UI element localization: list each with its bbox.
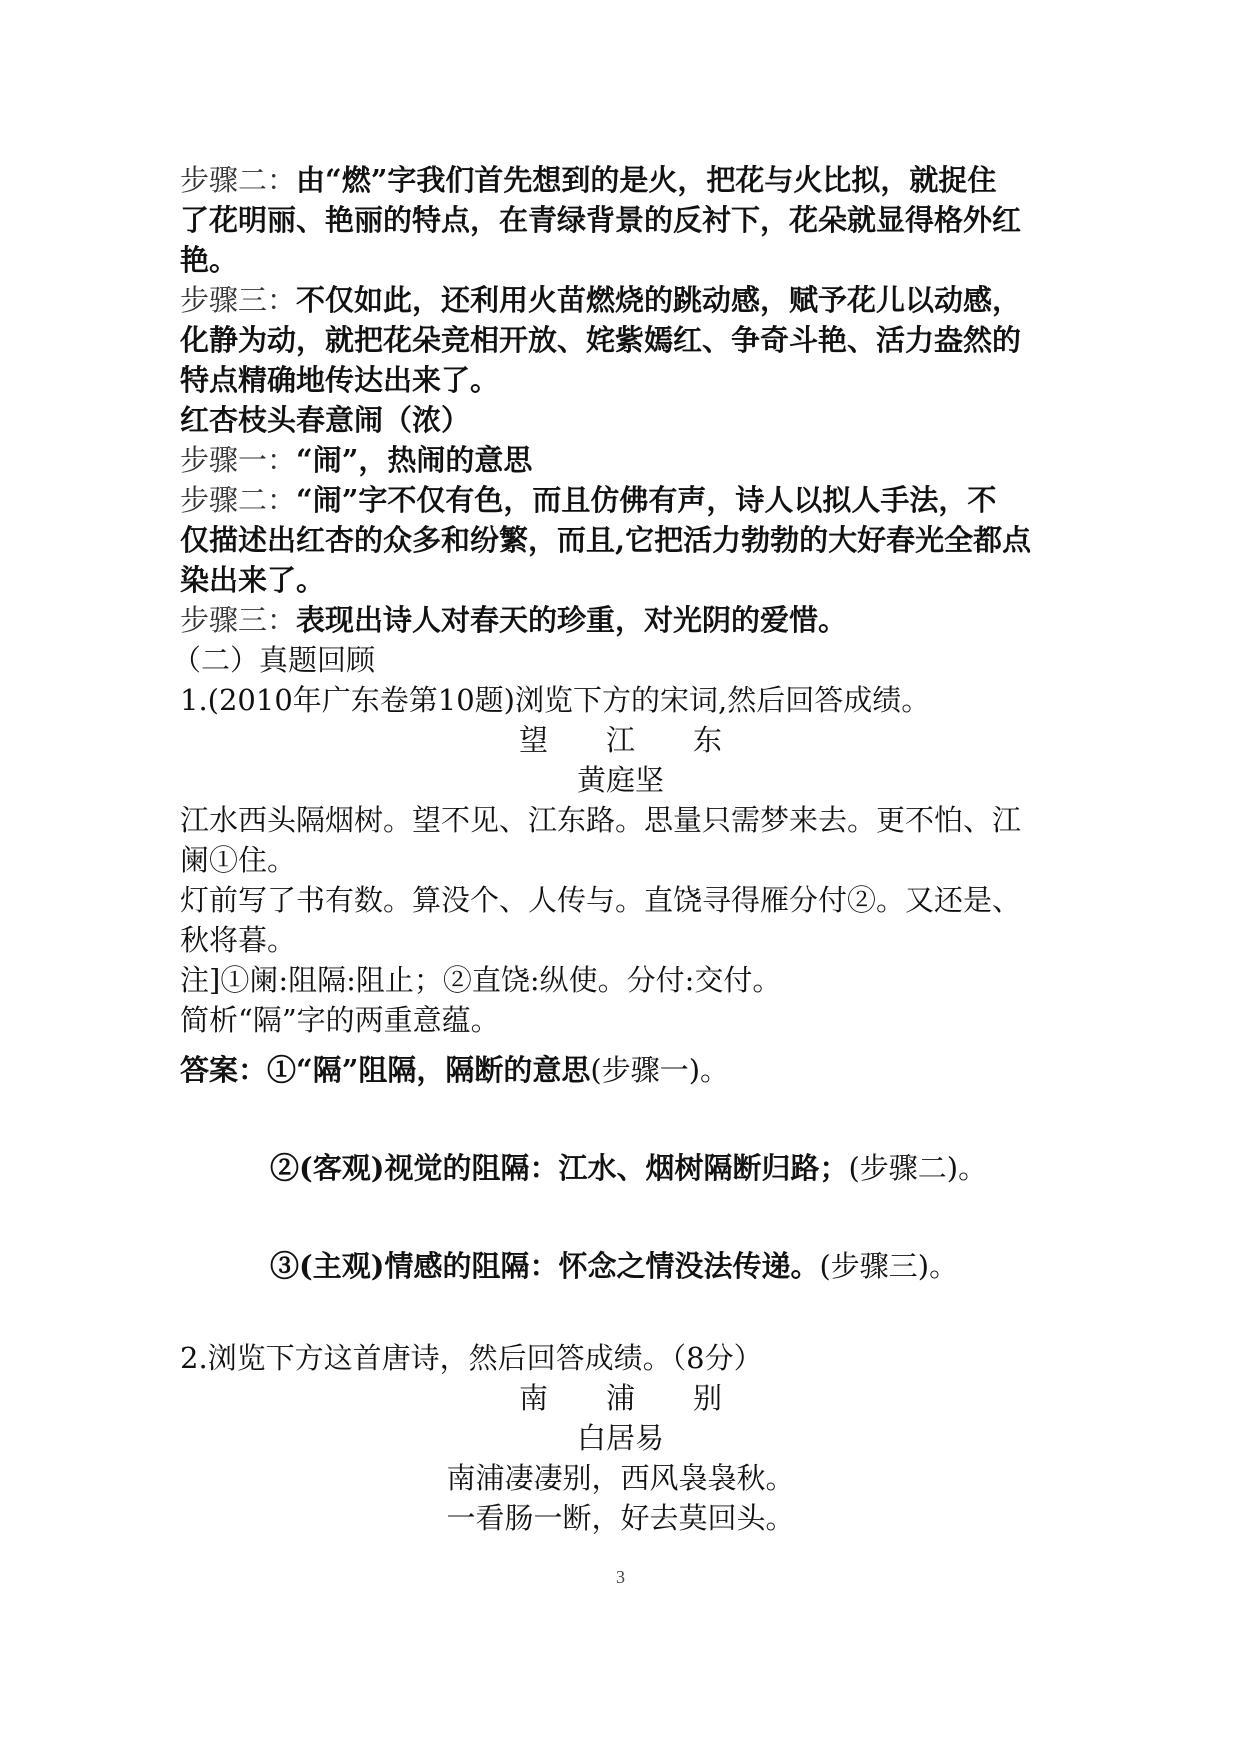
- text-line: [180, 440, 1070, 480]
- poem-title: 望 江 东: [518, 723, 722, 757]
- poem-author: 白居易: [576, 1421, 664, 1455]
- question-1-prompt: 1.(2010年广东卷第10题)浏览下方的宋词,然后回答成绩。: [180, 683, 931, 717]
- text-line: [180, 280, 1070, 320]
- answer-step: (步骤三)。: [819, 1249, 959, 1283]
- text-line: 特点精确地传达出来了。: [180, 363, 500, 397]
- question-text: 简析“隔”字的两重意蕴。: [180, 1003, 500, 1037]
- text-line: [180, 600, 1070, 640]
- answer-step: (步骤一)。: [590, 1053, 730, 1087]
- answer-line: [180, 1050, 1070, 1090]
- text-line: 艳。: [180, 243, 239, 277]
- answer-text: ①“隔”阻隔，隔断的意思: [267, 1053, 591, 1087]
- answer-line: [270, 1148, 1070, 1188]
- step-label: 步骤二：: [180, 163, 297, 197]
- text-line: 仅描述出红杏的众多和纷繁，而且,它把活力勃勃的大好春光全都点: [180, 523, 1032, 557]
- step-label: 步骤二：: [180, 483, 297, 517]
- review-heading: （二）真题回顾: [172, 643, 376, 677]
- step-text: 表现出诗人对春天的珍重，对光阴的爱惜。: [296, 603, 848, 637]
- poem-author: 黄庭坚: [576, 763, 664, 797]
- poem-title: 南 浦 别: [518, 1381, 722, 1415]
- poem-line: 秋将暮。: [180, 923, 297, 957]
- answer-label: 答案：: [180, 1053, 268, 1087]
- step-text: “闹”，热闹的意思: [296, 443, 533, 477]
- question-2-prompt: 2.浏览下方这首唐诗，然后回答成绩。（8分）: [180, 1341, 763, 1375]
- step-label: 步骤一：: [180, 443, 297, 477]
- poem-line: 南浦凄凄别，西风袅袅秋。: [446, 1461, 795, 1495]
- text-line: 化静为动，就把花朵竞相开放、姹紫嫣红、争奇斗艳、活力盎然的: [180, 323, 1022, 357]
- step-label: 步骤三：: [180, 603, 297, 637]
- step-text: “闹”字不仅有色，而且仿佛有声，诗人以拟人手法，不: [296, 483, 997, 517]
- text-line: 染出来了。: [180, 563, 326, 597]
- poem-line: 阑①住。: [180, 843, 297, 877]
- page-number: 3: [616, 1567, 625, 1587]
- step-text: 由“燃”字我们首先想到的是火，把花与火比拟，就捉住: [296, 163, 997, 197]
- text-line: 了花明丽、艳丽的特点，在青绿背景的反衬下，花朵就显得格外红: [180, 203, 1022, 237]
- poem-line: 灯前写了书有数。算没个、人传与。直饶寻得雁分付②。又还是、: [180, 883, 1022, 917]
- text-line: [180, 480, 1070, 520]
- step-label: 步骤三：: [180, 283, 297, 317]
- answer-text: ②(客观)视觉的阻隔：江水、烟树隔断归路；: [270, 1151, 849, 1185]
- poem-line: 一看肠一断，好去莫回头。: [446, 1501, 795, 1535]
- answer-text: ③(主观)情感的阻隔：怀念之情没法传递。: [270, 1249, 820, 1283]
- answer-line: [270, 1246, 1070, 1286]
- section-heading: 红杏枝头春意闹（浓）: [180, 403, 471, 437]
- poem-line: 江水西头隔烟树。望不见、江东路。思量只需梦来去。更不怕、江: [180, 803, 1022, 837]
- step-text: 不仅如此，还利用火苗燃烧的跳动感，赋予花儿以动感，: [296, 283, 1022, 317]
- answer-step: (步骤二)。: [848, 1151, 988, 1185]
- poem-note: 注]①阑:阻隔:阻止；②直饶:纵使。分付:交付。: [180, 963, 782, 997]
- text-line: [180, 160, 1070, 200]
